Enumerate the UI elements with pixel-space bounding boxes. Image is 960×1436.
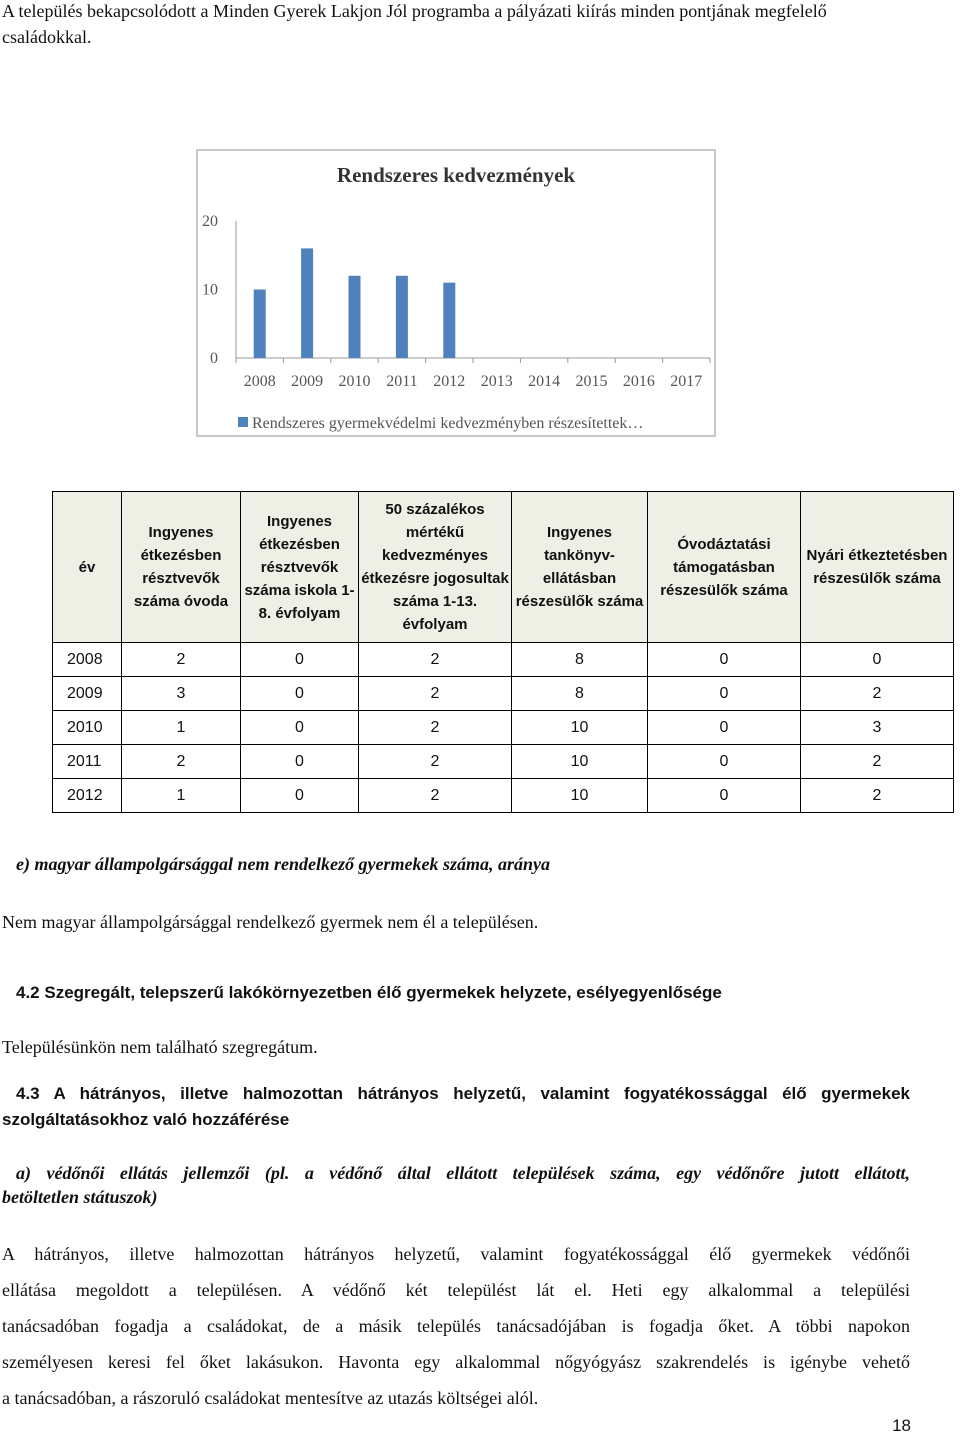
bar <box>349 276 361 358</box>
table-cell: 2011 <box>53 745 122 779</box>
table-cell: 3 <box>122 677 241 711</box>
table-cell: 1 <box>122 779 241 813</box>
x-tick-label: 2016 <box>622 373 655 390</box>
table-cell: 10 <box>512 745 648 779</box>
section-4-2-heading: 4.2 Szegregált, telepszerű lakókörnyezetben élő gyermekek helyzete, esélyegyenlősége <box>16 983 722 1002</box>
x-tick-label: 2010 <box>338 373 371 390</box>
table-cell: 0 <box>648 643 801 677</box>
table-cell: 8 <box>512 677 648 711</box>
table-cell: 2 <box>359 643 512 677</box>
table-cell: 1 <box>122 711 241 745</box>
table-cell: 2 <box>801 677 954 711</box>
x-tick-label: 2012 <box>433 373 466 390</box>
col-header-school-meals: Ingyenes étkezésben résztvevők száma iskola 1-8. évfolyam <box>241 492 359 643</box>
table-cell: 0 <box>241 779 359 813</box>
table-cell: 10 <box>512 711 648 745</box>
bar <box>301 248 313 358</box>
chart-title: Rendszeres kedvezmények <box>336 163 576 187</box>
section-4-2-text: Településünkön nem található szegregátum. <box>2 1037 318 1057</box>
section-a-heading-line2: betöltetlen státuszok) <box>2 1187 158 1207</box>
section-e-heading: e) magyar állampolgársággal nem rendelkező gyermekek száma, aránya <box>16 854 550 874</box>
section-a-line: ellátása megoldott a településen. A védőnő két települést lát el. Heti egy alkalommal a települési <box>2 1280 910 1300</box>
section-a-line: A hátrányos, illetve halmozottan hátrányos helyzetű, valamint fogyatékossággal élő gyermekek védőnői <box>2 1244 910 1264</box>
table-cell: 2 <box>359 711 512 745</box>
table-row <box>53 745 954 779</box>
table-cell: 2 <box>359 677 512 711</box>
y-tick-label: 0 <box>210 350 218 367</box>
bar <box>254 290 266 359</box>
table-cell: 2010 <box>53 711 122 745</box>
table-cell: 0 <box>648 745 801 779</box>
table-row <box>53 677 954 711</box>
section-a-heading-line1: a) védőnői ellátás jellemzői (pl. a védőnő által ellátott települések száma, egy védőnőre jutott ellátott, <box>16 1163 910 1183</box>
table-cell: 2 <box>359 779 512 813</box>
section-a-line: a tanácsadóban, a rászoruló családokat mentesítve az utazás költségei alól. <box>2 1388 539 1408</box>
table-row <box>53 779 954 813</box>
table-cell: 2 <box>122 745 241 779</box>
table-cell: 2 <box>801 745 954 779</box>
section-e-text: Nem magyar állampolgársággal rendelkező gyermek nem él a településen. <box>2 912 539 932</box>
table-cell: 0 <box>241 745 359 779</box>
bar-chart <box>198 151 714 401</box>
y-tick-label: 10 <box>202 281 218 299</box>
col-header-kindergarten-support: Óvodáztatási támogatásban részesülők száma <box>648 492 801 643</box>
table-cell: 0 <box>648 711 801 745</box>
table-cell: 2012 <box>53 779 122 813</box>
y-tick-label: 20 <box>202 213 218 230</box>
chart-container <box>196 149 716 437</box>
bar <box>443 283 455 358</box>
x-tick-label: 2011 <box>386 373 418 390</box>
table-cell: 0 <box>241 677 359 711</box>
col-header-discounted-meals: 50 százalékos mértékű kedvezményes étkezésre jogosultak száma 1-13. évfolyam <box>359 492 512 643</box>
page-number: 18 <box>892 1416 911 1435</box>
table-cell: 0 <box>241 711 359 745</box>
table-cell: 8 <box>512 643 648 677</box>
legend-label: Rendszeres gyermekvédelmi kedvezményben részesítettek… <box>252 415 644 432</box>
col-header-year: év <box>53 492 122 643</box>
x-tick-label: 2008 <box>243 373 276 390</box>
section-4-3-heading-line1: 4.3 A hátrányos, illetve halmozottan hátrányos helyzetű, valamint fogyatékossággal élő gyermekek <box>16 1084 910 1103</box>
table-cell: 2008 <box>53 643 122 677</box>
table-header-row <box>53 492 954 643</box>
table-cell: 2 <box>359 745 512 779</box>
x-tick-label: 2013 <box>480 373 513 390</box>
table-cell: 0 <box>648 677 801 711</box>
table-row <box>53 643 954 677</box>
intro-paragraph: A település bekapcsolódott a Minden Gyerek Lakjon Jól programba a pályázati kiírás minden pontjának megfelelő családokkal. <box>2 1 827 47</box>
x-tick-label: 2017 <box>670 373 703 390</box>
col-header-textbooks: Ingyenes tankönyv-ellátásban részesülők száma <box>512 492 648 643</box>
bar <box>396 276 408 358</box>
table-cell: 0 <box>648 779 801 813</box>
section-a-line: tanácsadóban fogadja a családokat, de a másik település tanácsadójában is fogadja őket. A többi napokon <box>2 1316 910 1336</box>
table-row <box>53 711 954 745</box>
table-cell: 2009 <box>53 677 122 711</box>
section-a-line: személyesen keresi fel őket lakásukon. Havonta egy alkalommal nőgyógyász szakrendelés is igénybe vehető <box>2 1352 910 1372</box>
col-header-summer-meals: Nyári étkeztetésben részesülők száma <box>801 492 954 643</box>
chart-legend <box>238 415 643 433</box>
table-cell: 0 <box>801 643 954 677</box>
table-cell: 0 <box>241 643 359 677</box>
table-cell: 2 <box>801 779 954 813</box>
x-tick-label: 2015 <box>575 373 608 390</box>
table-cell: 10 <box>512 779 648 813</box>
benefits-table <box>52 491 954 813</box>
col-header-kindergarten-meals: Ingyenes étkezésben résztvevők száma óvoda <box>122 492 241 643</box>
legend-swatch <box>238 417 248 427</box>
table-cell: 3 <box>801 711 954 745</box>
x-tick-label: 2009 <box>291 373 324 390</box>
x-tick-label: 2014 <box>528 373 561 390</box>
section-4-3-heading-line2: szolgáltatásokhoz való hozzáférése <box>2 1110 290 1129</box>
table-cell: 2 <box>122 643 241 677</box>
